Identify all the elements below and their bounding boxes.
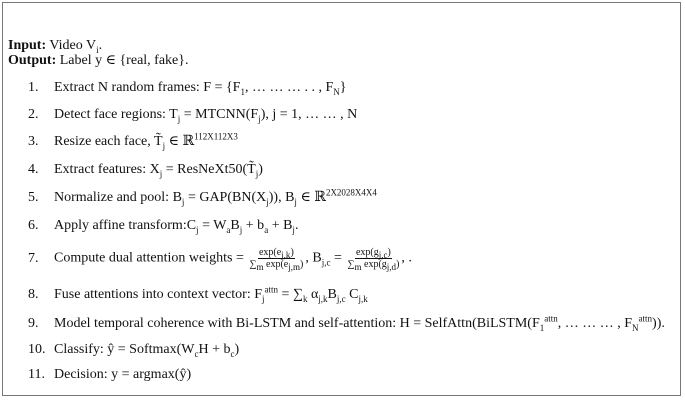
step-number: 11. (28, 367, 45, 382)
sub: N (632, 322, 639, 333)
input-label: Input: (8, 38, 47, 53)
sub: 1 (539, 322, 545, 333)
step-mid: = GAP(BN(X (184, 190, 267, 205)
sup: 112X112X3 (194, 131, 238, 142)
step-end: )). (652, 316, 665, 331)
sub: j,k (281, 250, 291, 260)
step-6 (28, 218, 298, 234)
sub: j,d (386, 262, 397, 272)
step-number: 5. (28, 190, 39, 205)
fraction-1 (248, 247, 304, 270)
den-text2: exp(g (361, 259, 387, 270)
sub: j,c (378, 250, 388, 260)
sub: j,c (321, 257, 331, 268)
step-text: Resize each face, T̃ (54, 134, 163, 149)
step-10 (28, 342, 239, 358)
step-mid: H + b (198, 342, 231, 357)
step-3 (28, 131, 238, 151)
sub: j,c (336, 293, 346, 304)
step-11 (28, 367, 191, 383)
step-text: Apply affine transform:C (54, 218, 197, 233)
den-text: ∑ (347, 259, 355, 270)
fraction-2 (346, 247, 400, 270)
step-number: 7. (28, 250, 39, 266)
sub: j (181, 196, 185, 207)
step-number: 3. (28, 134, 39, 149)
step-number: 9. (28, 316, 39, 331)
step-text: Detect face regions: T (54, 107, 178, 122)
output-label: Output: (8, 53, 57, 68)
sub: j,m (288, 262, 301, 272)
step-mid: , … … … . . , F (244, 80, 334, 95)
input-end: . (98, 38, 103, 53)
step-mid: = W (198, 218, 227, 233)
sub: j (162, 140, 166, 151)
input-text: Video V (49, 38, 97, 53)
sub: j (239, 224, 243, 235)
sub: j (159, 168, 163, 179)
step-number: 2. (28, 107, 39, 122)
sub: j (294, 196, 297, 207)
step-9 (28, 313, 665, 333)
step-7 (28, 247, 412, 270)
step-end: ) (234, 342, 240, 357)
step-end: B (230, 218, 240, 233)
sub: c (230, 348, 235, 359)
input-line (8, 38, 102, 54)
step-mid: = ∑ (278, 287, 303, 302)
step-tail: B (327, 287, 337, 302)
step-mid: ∈ ℝ (165, 134, 195, 149)
step-text: Decision: y = argmax(ŷ) (54, 367, 192, 382)
step-tail2: C (345, 287, 359, 302)
step-text: Compute dual attention weights = (54, 250, 248, 266)
den-text: ∑ (249, 259, 257, 270)
output-text: Label y ∈ {real, fake}. (59, 53, 189, 68)
sub: c (194, 348, 199, 359)
sub: m (256, 262, 264, 272)
step-text: Fuse attentions into context vector: F (54, 287, 263, 302)
sub: 1 (240, 86, 245, 97)
output-line (8, 53, 188, 69)
step-tail2: + B (268, 218, 293, 233)
denominator: $\sum_m$ $\exp(g_{j,d})$ (347, 259, 400, 272)
sub: a (264, 224, 269, 235)
step-number: 1. (28, 80, 39, 95)
step-5 (28, 187, 377, 207)
sup: attn (638, 313, 653, 324)
step-end: ), j = 1, … … , N (260, 107, 358, 122)
sub: j (177, 113, 181, 124)
num-text: exp(e (258, 247, 282, 258)
step-tail: ∈ ℝ (296, 190, 326, 205)
step-2 (28, 107, 357, 123)
step-tail3: . (294, 218, 299, 233)
step-4 (28, 162, 263, 178)
sup: attn (264, 284, 279, 295)
numerator: $\exp(e_{j,k})$ (258, 247, 294, 260)
sub: j,k (318, 293, 328, 304)
step-8 (28, 284, 368, 304)
step-mid: = ResNeXt50(T̃ (162, 162, 256, 177)
step-text: Extract N random frames: F = {F (54, 80, 241, 95)
step-text: Classify: ŷ = Softmax(W (54, 342, 195, 357)
step-end: } (339, 80, 347, 95)
step-text: Model temporal coherence with Bi-LSTM and self-attention: H = SelfAttn(BiLSTM(F (54, 316, 540, 331)
step-tail: + b (242, 218, 265, 233)
step-number: 4. (28, 162, 39, 177)
step-mid: , … … … , F (557, 316, 633, 331)
step-end: )), B (268, 190, 295, 205)
step-number: 10. (28, 342, 46, 357)
step-eq: = (330, 250, 346, 266)
sub: j (258, 113, 261, 124)
step-end: ) (258, 162, 263, 177)
input-sub: i (96, 44, 99, 55)
sub: j (266, 196, 269, 207)
step-1 (28, 80, 347, 96)
step-text: Extract features: X (54, 162, 160, 177)
num-text: exp(g (355, 247, 379, 258)
sub: a (226, 224, 231, 235)
sub: j,k (358, 293, 368, 304)
step-number: 6. (28, 218, 39, 233)
numerator: $\exp(g_{j,c})$ (355, 247, 391, 260)
step-end: α (307, 287, 319, 302)
den-text2: exp(e (263, 259, 289, 270)
sub: j (292, 224, 295, 235)
denominator: $\sum_m$ $\exp(e_{j,m})$ (249, 259, 304, 272)
step-mid: = MTCNN(F (180, 107, 259, 122)
sub: j (262, 293, 265, 304)
sub: N (333, 86, 340, 97)
sub: m (354, 262, 362, 272)
sub: j (196, 224, 199, 235)
step-text: Normalize and pool: B (54, 190, 182, 205)
sub: k (302, 293, 308, 304)
sub: j (255, 168, 259, 179)
sup: 2X2028X4X4 (325, 187, 377, 198)
step-number: 8. (28, 287, 39, 302)
step-end: , . (401, 250, 412, 266)
step-mid: , B (305, 250, 322, 266)
sup: attn (544, 313, 558, 324)
